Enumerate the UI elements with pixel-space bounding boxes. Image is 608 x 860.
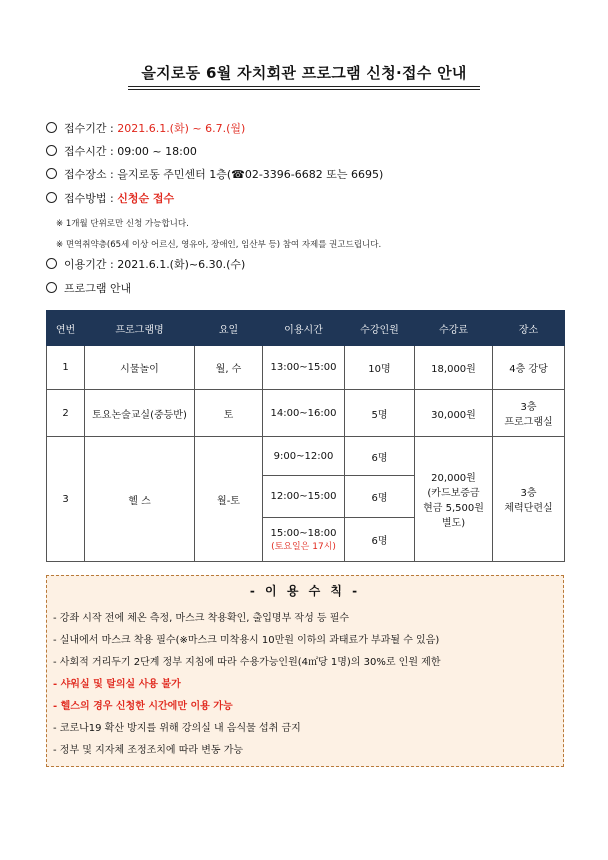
info-place xyxy=(46,168,383,182)
cell-place xyxy=(493,437,565,562)
rules-title: - 이 용 수 칙 - xyxy=(249,584,361,598)
cell-name: 헬 스 xyxy=(85,437,195,562)
place-label: 접수장소 : xyxy=(64,168,118,181)
circle-bullet-icon xyxy=(46,192,57,203)
cell-day: 월, 수 xyxy=(195,346,263,390)
cell-people: 6명 xyxy=(345,437,415,476)
usage-value: 2021.6.1.(화)~6.30.(수) xyxy=(117,258,246,271)
place-line: 3층 xyxy=(520,488,537,499)
rules-box xyxy=(46,575,564,767)
circle-bullet-icon xyxy=(46,122,57,133)
col-header-day: 요일 xyxy=(195,311,263,346)
time-value: 09:00 ~ 18:00 xyxy=(117,145,197,158)
cell-place xyxy=(493,390,565,437)
place-value: 을지로동 주민센터 1층(☎02-3396-6682 또는 6695) xyxy=(117,168,384,181)
col-header-place: 장소 xyxy=(493,311,565,346)
info-period xyxy=(46,122,245,136)
place-line: 체력단련실 xyxy=(504,503,553,514)
rule-item: - 사회적 거리두기 2단계 정부 지침에 따라 수용가능인원(4㎡당 1명)의 30%로 인원 제한 xyxy=(53,657,441,668)
rule-item: - 실내에서 마스크 착용 필수(※마스크 미착용시 10만원 이하의 과태료가 부과될 수 있음) xyxy=(53,635,440,646)
cell-time: 9:00~12:00 xyxy=(263,437,345,476)
cell-name: 토요논술교실(중등반) xyxy=(85,390,195,437)
cell-day: 토 xyxy=(195,390,263,437)
method-value: 신청순 접수 xyxy=(117,192,175,205)
cell-place: 4층 강당 xyxy=(493,346,565,390)
place-line: 프로그램실 xyxy=(504,417,553,428)
place-line: 3층 xyxy=(520,402,537,413)
cell-day: 월-토 xyxy=(195,437,263,562)
cell-fee xyxy=(415,437,493,562)
col-header-time: 이용시간 xyxy=(263,311,345,346)
usage-label: 이용기간 : xyxy=(64,258,118,271)
rule-item: - 정부 및 지자체 조정조치에 따라 변동 가능 xyxy=(53,745,244,756)
info-method xyxy=(46,192,174,206)
circle-bullet-icon xyxy=(46,145,57,156)
cell-fee: 30,000원 xyxy=(415,390,493,437)
cell-name: 시물놀이 xyxy=(85,346,195,390)
program-table xyxy=(46,310,565,562)
table-header-row xyxy=(47,311,565,346)
rule-item: - 헬스의 경우 신청한 시간에만 이용 가능 xyxy=(53,701,233,712)
cell-time: 13:00~15:00 xyxy=(263,346,345,390)
fee-line: 현금 5,500원 xyxy=(423,503,484,514)
cell-fee: 18,000원 xyxy=(415,346,493,390)
time-note: (토요일은 17시) xyxy=(271,541,336,552)
cell-people: 10명 xyxy=(345,346,415,390)
table-row xyxy=(47,390,565,437)
rule-item: - 코로나19 확산 방지를 위해 강의실 내 음식물 섭취 금지 xyxy=(53,723,301,734)
cell-time: 12:00~15:00 xyxy=(263,476,345,518)
cell-people: 5명 xyxy=(345,390,415,437)
info-program xyxy=(46,282,131,296)
method-label: 접수방법 : xyxy=(64,192,118,205)
time-line: 15:00~18:00 xyxy=(270,527,337,539)
circle-bullet-icon xyxy=(46,168,57,179)
col-header-no: 연번 xyxy=(47,311,85,346)
page-title: 을지로동 6월 자치회관 프로그램 신청·접수 안내 xyxy=(141,64,467,82)
rule-item: - 샤워실 및 탈의실 사용 불가 xyxy=(53,679,181,690)
circle-bullet-icon xyxy=(46,258,57,269)
cell-no: 1 xyxy=(47,346,85,390)
cell-no: 3 xyxy=(47,437,85,562)
col-header-fee: 수강료 xyxy=(415,311,493,346)
title-underline xyxy=(128,86,480,90)
fee-line: 별도) xyxy=(441,518,466,529)
fee-line: 20,000원 xyxy=(431,473,476,484)
cell-time xyxy=(263,518,345,562)
fee-line: (카드보증금 xyxy=(427,488,480,499)
circle-bullet-icon xyxy=(46,282,57,293)
table-row xyxy=(47,346,565,390)
cell-people: 6명 xyxy=(345,476,415,518)
col-header-name: 프로그램명 xyxy=(85,311,195,346)
cell-people: 6명 xyxy=(345,518,415,562)
info-usage xyxy=(46,258,245,272)
note-vulnerable: ※ 면역취약층(65세 이상 어르신, 영유아, 장애인, 임산부 등) 참여 자제를 권고드립니다. xyxy=(56,240,382,250)
cell-no: 2 xyxy=(47,390,85,437)
rule-item: - 강좌 시작 전에 체온 측정, 마스크 착용확인, 출입명부 작성 등 필수 xyxy=(53,613,350,624)
table-row xyxy=(47,437,565,476)
program-label: 프로그램 안내 xyxy=(64,282,132,295)
period-value: 2021.6.1.(화) ~ 6.7.(월) xyxy=(117,122,246,135)
note-monthly: ※ 1개월 단위로만 신청 가능합니다. xyxy=(56,219,189,229)
col-header-people: 수강인원 xyxy=(345,311,415,346)
period-label: 접수기간 : xyxy=(64,122,118,135)
cell-time: 14:00~16:00 xyxy=(263,390,345,437)
info-time xyxy=(46,145,197,159)
time-label: 접수시간 : xyxy=(64,145,118,158)
